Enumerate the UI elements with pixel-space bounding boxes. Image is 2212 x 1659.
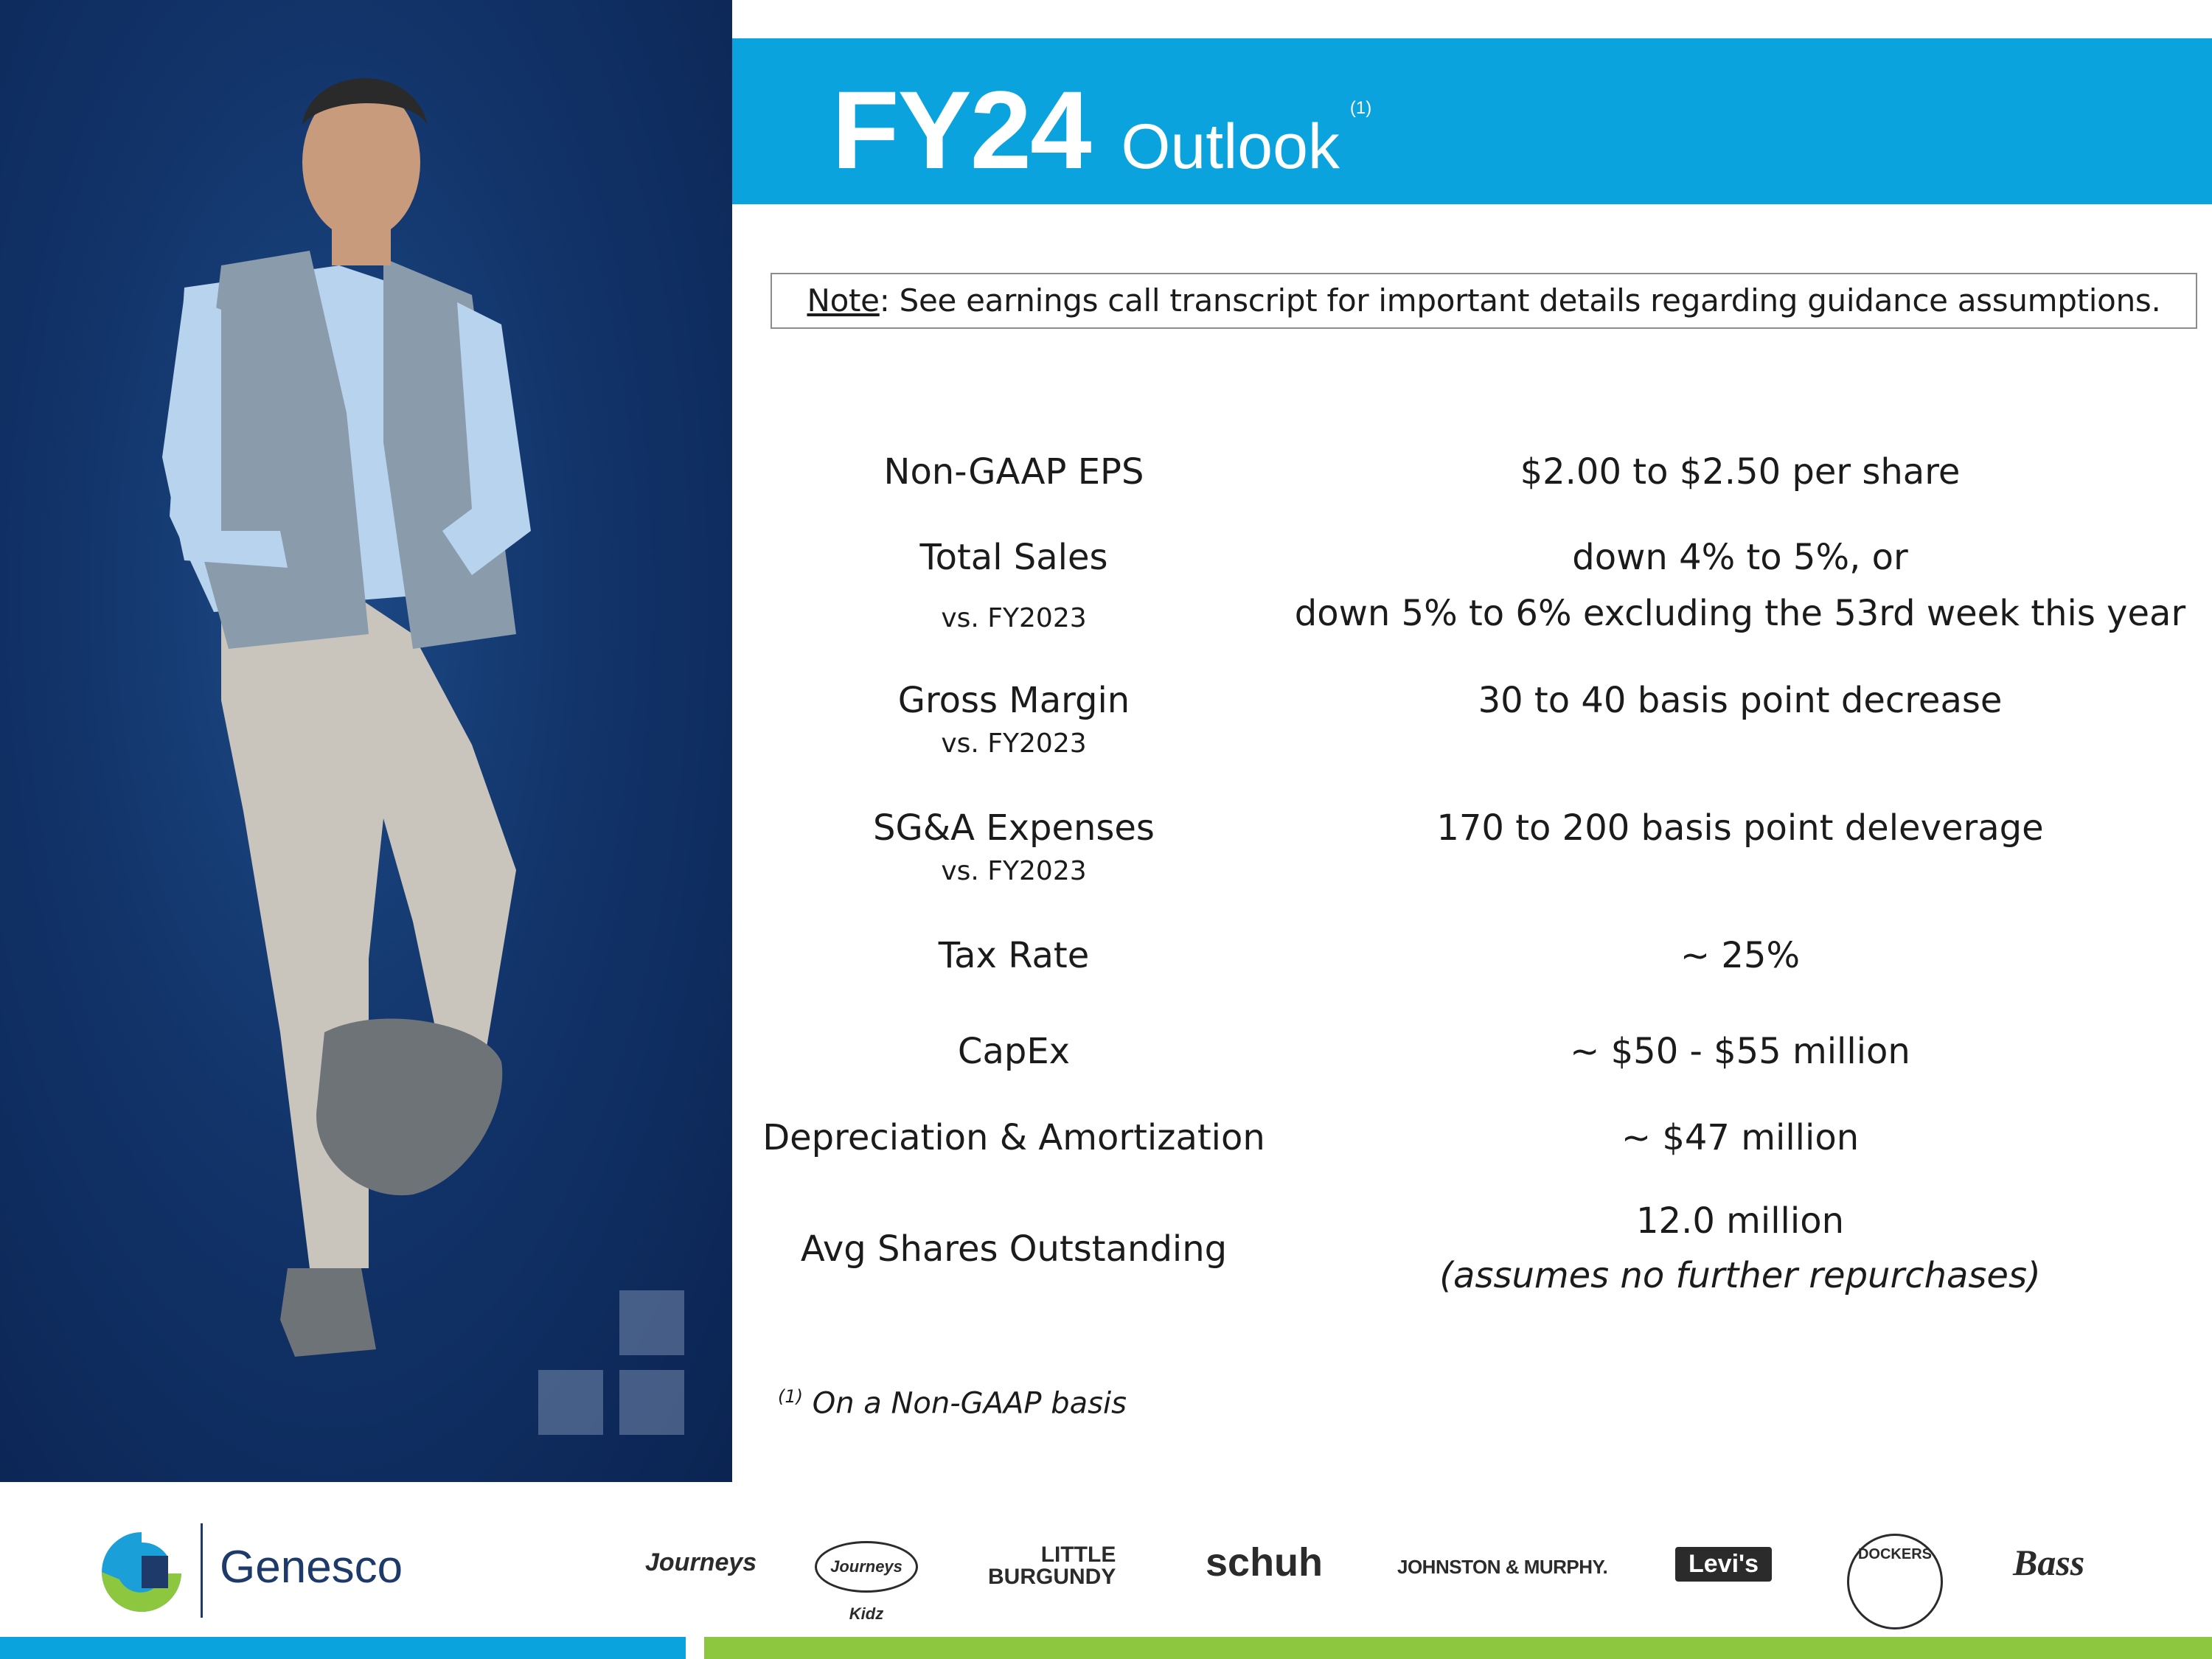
levis-logo: Levi's bbox=[1675, 1547, 1772, 1582]
metric-comparison: vs. FY2023 bbox=[941, 856, 1087, 886]
dockers-logo bbox=[1847, 1534, 1943, 1630]
metric-value: ~ $50 - $55 million bbox=[1570, 1031, 1910, 1072]
metric-label: Avg Shares Outstanding bbox=[800, 1228, 1228, 1270]
footnote-marker: (1) bbox=[778, 1386, 803, 1407]
decorative-square bbox=[619, 1290, 684, 1355]
little-burgundy-logo bbox=[988, 1544, 1116, 1588]
note-label: Note bbox=[807, 282, 880, 319]
metric-value: ~ $47 million bbox=[1621, 1117, 1860, 1158]
hero-photo bbox=[0, 0, 732, 1482]
logo-divider bbox=[201, 1523, 203, 1618]
metric-label: Tax Rate bbox=[938, 935, 1090, 976]
metric-label: Depreciation & Amortization bbox=[762, 1117, 1265, 1158]
note-box bbox=[771, 273, 2197, 329]
journeys-kidz-label: Journeys Kidz bbox=[830, 1557, 902, 1623]
title-outlook: Outlook bbox=[1121, 111, 1340, 182]
genesco-wordmark: Genesco bbox=[220, 1542, 403, 1593]
metric-value: 30 to 40 basis point decrease bbox=[1478, 680, 2003, 721]
footer-stripe-blue bbox=[0, 1637, 686, 1659]
model-illustration bbox=[0, 0, 732, 1482]
journeys-kidz-logo bbox=[815, 1541, 918, 1623]
title-footnote-marker: (1) bbox=[1349, 98, 1372, 118]
note-text: : See earnings call transcript for important details regarding guidance assumptions. bbox=[879, 282, 2161, 319]
little-burgundy-line2: BURGUNDY bbox=[988, 1565, 1116, 1589]
journeys-logo: Journeys bbox=[645, 1548, 757, 1576]
page-title bbox=[832, 66, 1371, 194]
metric-value: down 4% to 5%, or bbox=[1572, 537, 1908, 578]
footer-stripe-green bbox=[704, 1637, 2212, 1659]
dockers-label: DOCKERS bbox=[1857, 1546, 1932, 1562]
decorative-square bbox=[619, 1370, 684, 1435]
metric-label: Non-GAAP EPS bbox=[883, 451, 1144, 493]
title-bar bbox=[732, 38, 2212, 204]
decorative-square bbox=[538, 1370, 603, 1435]
footnote bbox=[778, 1386, 1127, 1420]
metric-value: ~ 25% bbox=[1680, 935, 1801, 976]
metric-value-detail: down 5% to 6% excluding the 53rd week this year bbox=[1294, 593, 2186, 634]
little-burgundy-line1: LITTLE bbox=[1040, 1543, 1116, 1567]
metric-value-note: (assumes no further repurchases) bbox=[1439, 1255, 2041, 1296]
footnote-text: On a Non-GAAP basis bbox=[803, 1386, 1127, 1421]
metric-label: Gross Margin bbox=[897, 680, 1130, 721]
metric-label: SG&A Expenses bbox=[873, 807, 1155, 849]
johnston-murphy-logo: JOHNSTON & MURPHY. bbox=[1397, 1556, 1608, 1578]
metric-label: Total Sales bbox=[919, 537, 1108, 578]
metric-value: 12.0 million bbox=[1635, 1200, 1845, 1242]
metric-label: CapEx bbox=[957, 1031, 1071, 1072]
genesco-logo-icon bbox=[97, 1528, 186, 1616]
metric-value: $2.00 to $2.50 per share bbox=[1520, 451, 1961, 493]
metric-value: 170 to 200 basis point deleverage bbox=[1436, 807, 2044, 849]
metric-value-detail bbox=[1261, 1255, 2212, 1296]
bass-logo: Bass bbox=[2013, 1542, 2085, 1583]
title-fiscal-year: FY24 bbox=[832, 68, 1091, 192]
metric-comparison: vs. FY2023 bbox=[941, 603, 1087, 633]
schuh-logo: schuh bbox=[1206, 1540, 1324, 1585]
metric-comparison: vs. FY2023 bbox=[941, 728, 1087, 759]
brand-logo-row bbox=[0, 1482, 2212, 1637]
